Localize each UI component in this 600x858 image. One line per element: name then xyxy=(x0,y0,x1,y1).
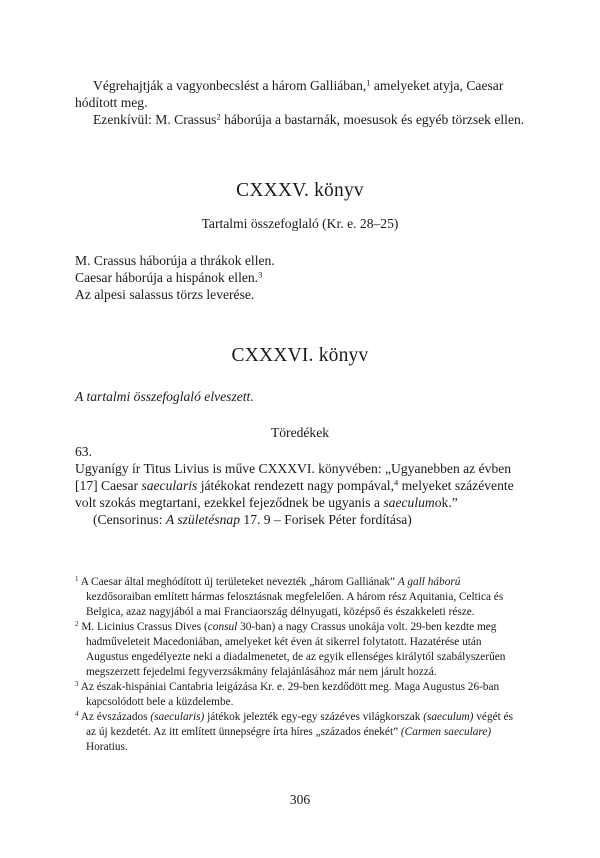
footnote-ref-2: 2 xyxy=(216,111,221,122)
summary-line: M. Crassus háborúja a thrákok ellen. xyxy=(75,253,275,268)
fragments-title: Töredékek xyxy=(270,425,330,440)
fragment-source: (Censorinus: A születésnap 17. 9 – Forisek Péter fordítása) xyxy=(93,512,412,527)
summary-line: Az alpesi salassus törzs leverése. xyxy=(75,287,255,302)
fragment-text: Ugyanígy ír Titus Livius is műve CXXXVI. könyvében: „Ugyanebben az évben [17] Caesar saecularis játékokat rendezett nagy pompával,$^4$ melyeket százévente volt szokás megtartani, ezekkel fejeződnek be ugyanis a saeculumok.” xyxy=(75,461,514,510)
lost-summary-note: A tartalmi összefoglaló elveszett. xyxy=(75,389,254,404)
footnotes xyxy=(75,575,525,755)
page-number: 306 xyxy=(289,792,311,807)
footnote-ref-1: 1 xyxy=(366,77,371,88)
book-135-title: CXXXV. könyv xyxy=(236,180,364,201)
footnote-1: $^1$ A Caesar által meghódított új területeket nevezték „három Galliának” A gall háború kezdősoraiban említett hármas felosztásnak megfelelően. A három rész Aquitania, Celtica és Belgica, azaz nagyjából a mai Franciaország délnyugati, középső és északkeleti része. xyxy=(75,575,504,618)
intro-paragraph-1: Végrehajtják a vagyonbecslést a három Galliában,$^1$ amelyeket atyja, Caesar hódított meg. xyxy=(75,77,504,110)
book-135-summary xyxy=(75,252,525,303)
footnote-ref-4: 4 xyxy=(393,477,399,488)
fragment-number: 63. xyxy=(75,444,92,459)
book-136-title: CXXXVI. könyv xyxy=(231,345,369,366)
summary-line: Caesar háborúja a hispánok ellen.$^3$ xyxy=(75,269,263,285)
fragment-63 xyxy=(75,443,525,528)
footnote-4: $^4$ Az évszázados (saecularis) játékok jelezték egy-egy százéves világkorszak (saeculum) végét és az új kezdetét. Az itt említett ünnepségre írta híres „százados énekét” (Carmen saeculare) Horatius. xyxy=(75,710,513,753)
intro-block xyxy=(75,77,525,128)
footnote-ref-3: 3 xyxy=(258,269,263,280)
footnote-2: $^2$ M. Licinius Crassus Dives (consul 30-ban) a nagy Crassus unokája volt. 29-ben kezdte meg hadműveleteit Macedoniában, amelyeket két éven át sikerrel folytatott. Hazatérése után Augustus engedélyezte neki a diadalmenetet, de az egyik ellenséges királytól szabályszerűen megszerzett fejedelmi fegyverzsákmány felajánlásához már nem járult hozzá. xyxy=(75,620,506,678)
book-135-summary-title: Tartalmi összefoglaló (Kr. e. 28–25) xyxy=(201,216,399,231)
intro-paragraph-2: Ezenkívül: M. Crassus$^2$ háborúja a bastarnák, moesusok és egyéb törzsek ellen. xyxy=(93,111,525,127)
footnote-3: $^3$ Az észak-hispániai Cantabria leigázása Kr. e. 29-ben kezdődött meg. Maga Augustus 26-ban kapcsolódott bele a küzdelembe. xyxy=(75,680,500,708)
